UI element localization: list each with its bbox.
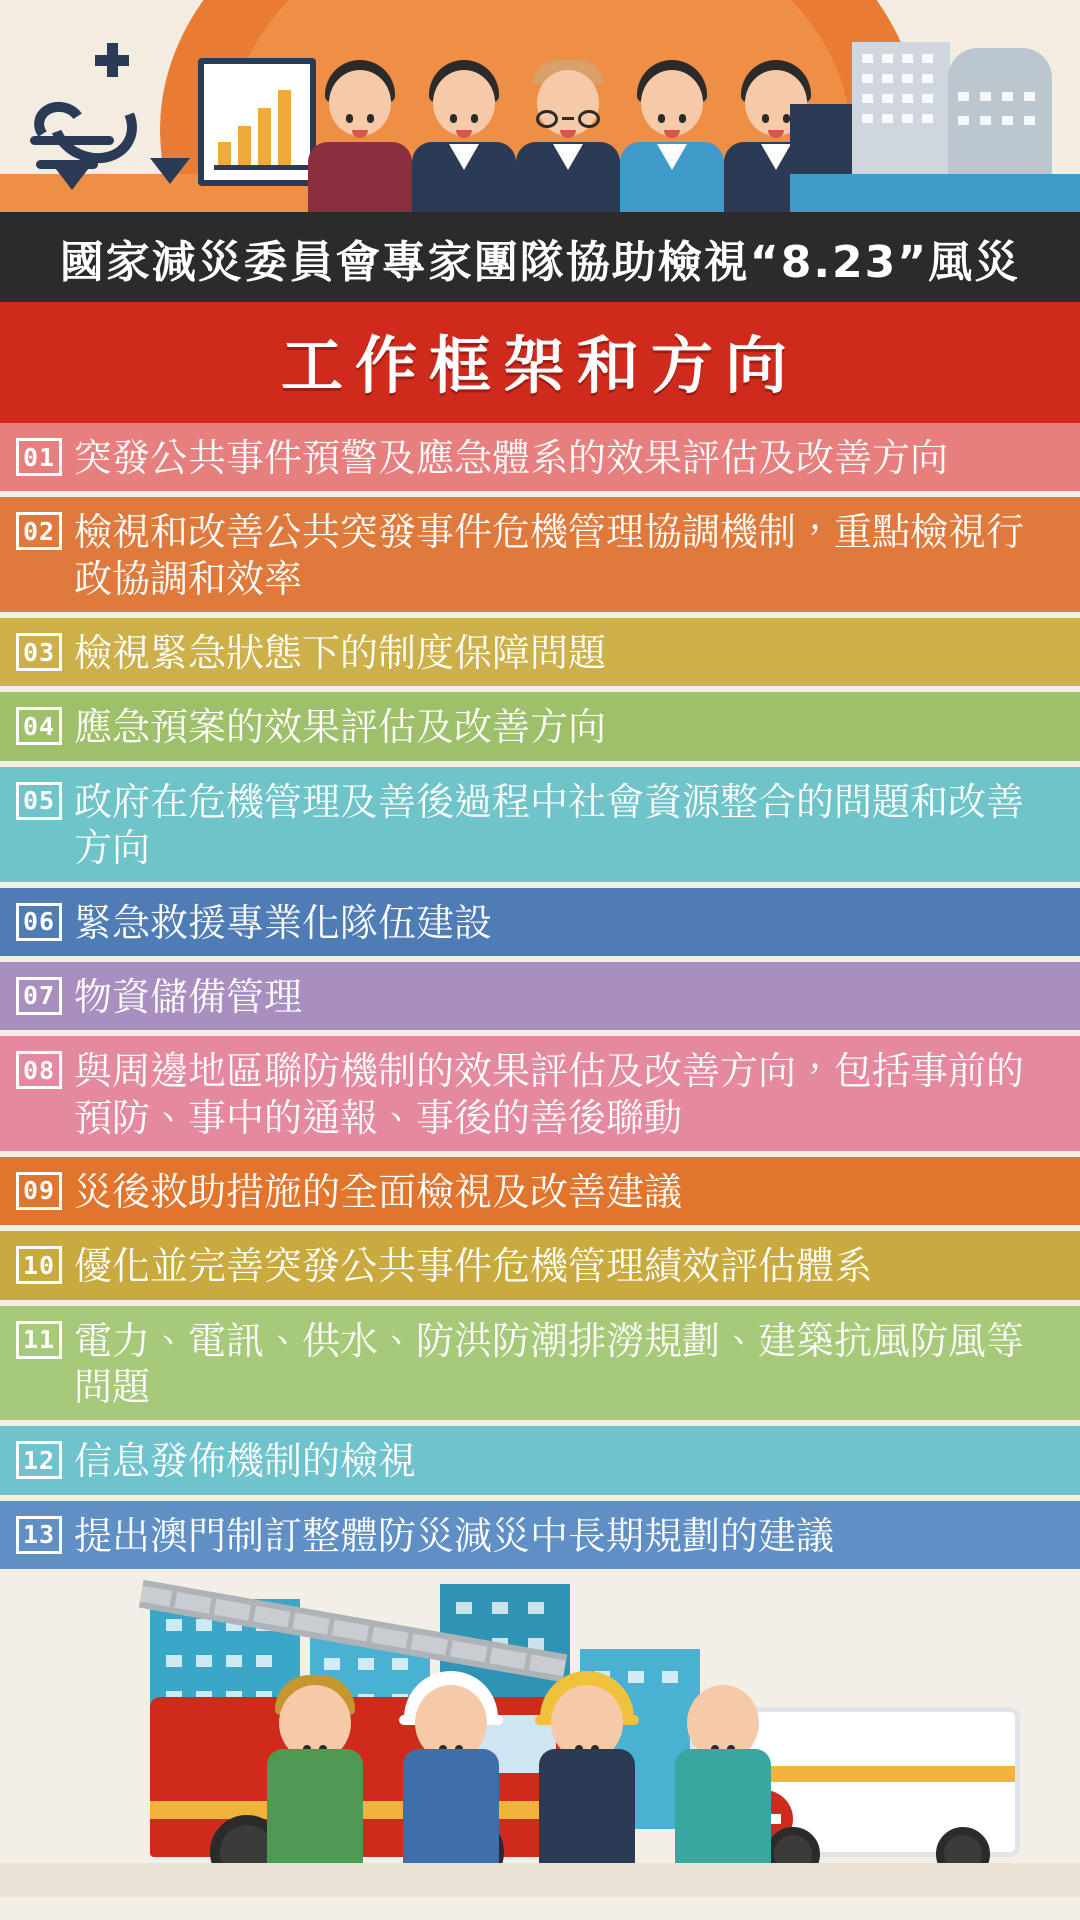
- person-figure: [404, 52, 524, 212]
- head-shape: [537, 70, 599, 136]
- list-item: [0, 888, 1080, 956]
- building-shape: [790, 104, 852, 174]
- list-item: [0, 1426, 1080, 1494]
- collar-shape: [553, 144, 583, 170]
- footer-illustration: [0, 1579, 1080, 1897]
- eye-shape: [762, 114, 769, 123]
- item-number-badge: 09: [16, 1172, 62, 1210]
- mouth-shape: [560, 130, 576, 138]
- item-text: 政府在危機管理及善後過程中社會資源整合的問題和改善方向: [74, 779, 1025, 871]
- person-figure: [508, 52, 628, 212]
- chart-bar: [258, 108, 271, 166]
- body-shape: [675, 1749, 771, 1869]
- head-shape: [433, 70, 495, 136]
- collar-shape: [657, 144, 687, 170]
- person-figure: [612, 52, 732, 212]
- item-number-badge: 02: [16, 512, 62, 550]
- item-text: 提出澳門制訂整體防災減災中長期規劃的建議: [74, 1513, 835, 1558]
- list-item: [0, 1036, 1080, 1151]
- item-number-badge: 03: [16, 633, 62, 671]
- glasses-icon: [536, 110, 600, 128]
- list-item: [0, 497, 1080, 612]
- mouth-shape: [768, 130, 784, 138]
- item-text: 物資儲備管理: [74, 974, 303, 1019]
- eye-shape: [783, 114, 790, 123]
- worker-figure: [522, 1649, 652, 1869]
- item-text: 災後救助措施的全面檢視及改善建議: [74, 1169, 683, 1214]
- collar-shape: [761, 144, 791, 170]
- eye-shape: [679, 114, 686, 123]
- item-number-badge: 08: [16, 1051, 62, 1089]
- subtitle-bar: 國家減災委員會專家團隊協助檢視“8.23”風災: [0, 212, 1080, 302]
- eye-shape: [471, 114, 478, 123]
- city-buildings-icon: [790, 42, 1080, 212]
- list-item: [0, 692, 1080, 760]
- item-number-badge: 06: [16, 903, 62, 941]
- list-item: [0, 423, 1080, 491]
- list-item: [0, 767, 1080, 882]
- bar-chart-board-icon: [198, 58, 316, 186]
- item-text: 檢視緊急狀態下的制度保障問題: [74, 631, 607, 676]
- nurse-figure: [658, 1649, 788, 1869]
- expert-people-icon: [300, 52, 780, 212]
- mouth-shape: [456, 130, 472, 138]
- triangle-icon: [52, 164, 92, 190]
- item-text: 信息發佈機制的檢視: [74, 1439, 417, 1484]
- rescue-people-icon: [250, 1639, 790, 1869]
- water-strip: [790, 174, 1080, 212]
- title-block: [0, 212, 1080, 423]
- person-figure: [300, 52, 420, 212]
- head-shape: [641, 70, 703, 136]
- building-shape: [948, 78, 1052, 174]
- item-text: 與周邊地區聯防機制的效果評估及改善方向，包括事前的預防、事中的通報、事後的善後聯動: [74, 1049, 1025, 1140]
- list-item: [0, 1231, 1080, 1299]
- plus-icon: [95, 43, 129, 77]
- item-text: 緊急救援專業化隊伍建設: [74, 900, 493, 945]
- eye-shape: [658, 114, 665, 123]
- firefighter-figure: [386, 1649, 516, 1869]
- item-text: 應急預案的效果評估及改善方向: [74, 705, 607, 750]
- dome-shape: [948, 48, 1052, 78]
- chart-bar: [278, 90, 291, 166]
- ground-strip: [0, 1863, 1080, 1897]
- item-text: 優化並完善突發公共事件危機管理績效評估體系: [74, 1244, 873, 1289]
- body-shape: [308, 142, 412, 212]
- item-text: 檢視和改善公共突發事件危機管理協調機制，重點檢視行政協調和效率: [74, 510, 1025, 601]
- eye-shape: [346, 114, 353, 123]
- item-number-badge: 05: [16, 782, 62, 820]
- item-number-badge: 01: [16, 438, 62, 476]
- chart-axis: [214, 165, 308, 170]
- list-item: [0, 618, 1080, 686]
- head-shape: [329, 70, 391, 136]
- eye-shape: [367, 114, 374, 123]
- item-text: 電力、電訊、供水、防洪防潮排澇規劃、建築抗風防風等問題: [74, 1318, 1025, 1410]
- chart-bar: [238, 126, 251, 166]
- item-number-badge: 11: [16, 1321, 62, 1359]
- list-item: [0, 962, 1080, 1030]
- mouth-shape: [664, 130, 680, 138]
- item-number-badge: 10: [16, 1246, 62, 1284]
- person-figure: [250, 1649, 380, 1869]
- header-illustration: [0, 0, 1080, 212]
- item-number-badge: 04: [16, 707, 62, 745]
- body-shape: [539, 1749, 635, 1869]
- item-number-badge: 12: [16, 1441, 62, 1479]
- eye-shape: [450, 114, 457, 123]
- page-title: 工作框架和方向: [0, 302, 1080, 423]
- list-item: [0, 1157, 1080, 1225]
- body-shape: [403, 1749, 499, 1869]
- item-number-badge: 13: [16, 1516, 62, 1554]
- item-text: 突發公共事件預警及應急體系的效果評估及改善方向: [74, 436, 949, 480]
- wind-line-icon: [30, 136, 114, 145]
- list-item: [0, 1306, 1080, 1421]
- mouth-shape: [352, 130, 368, 138]
- body-shape: [267, 1749, 363, 1869]
- chart-bar: [218, 142, 231, 166]
- collar-shape: [449, 144, 479, 170]
- item-number-badge: 07: [16, 977, 62, 1015]
- list-item: [0, 1501, 1080, 1569]
- triangle-icon: [150, 158, 190, 184]
- building-shape: [852, 42, 950, 174]
- items-list: [0, 423, 1080, 1579]
